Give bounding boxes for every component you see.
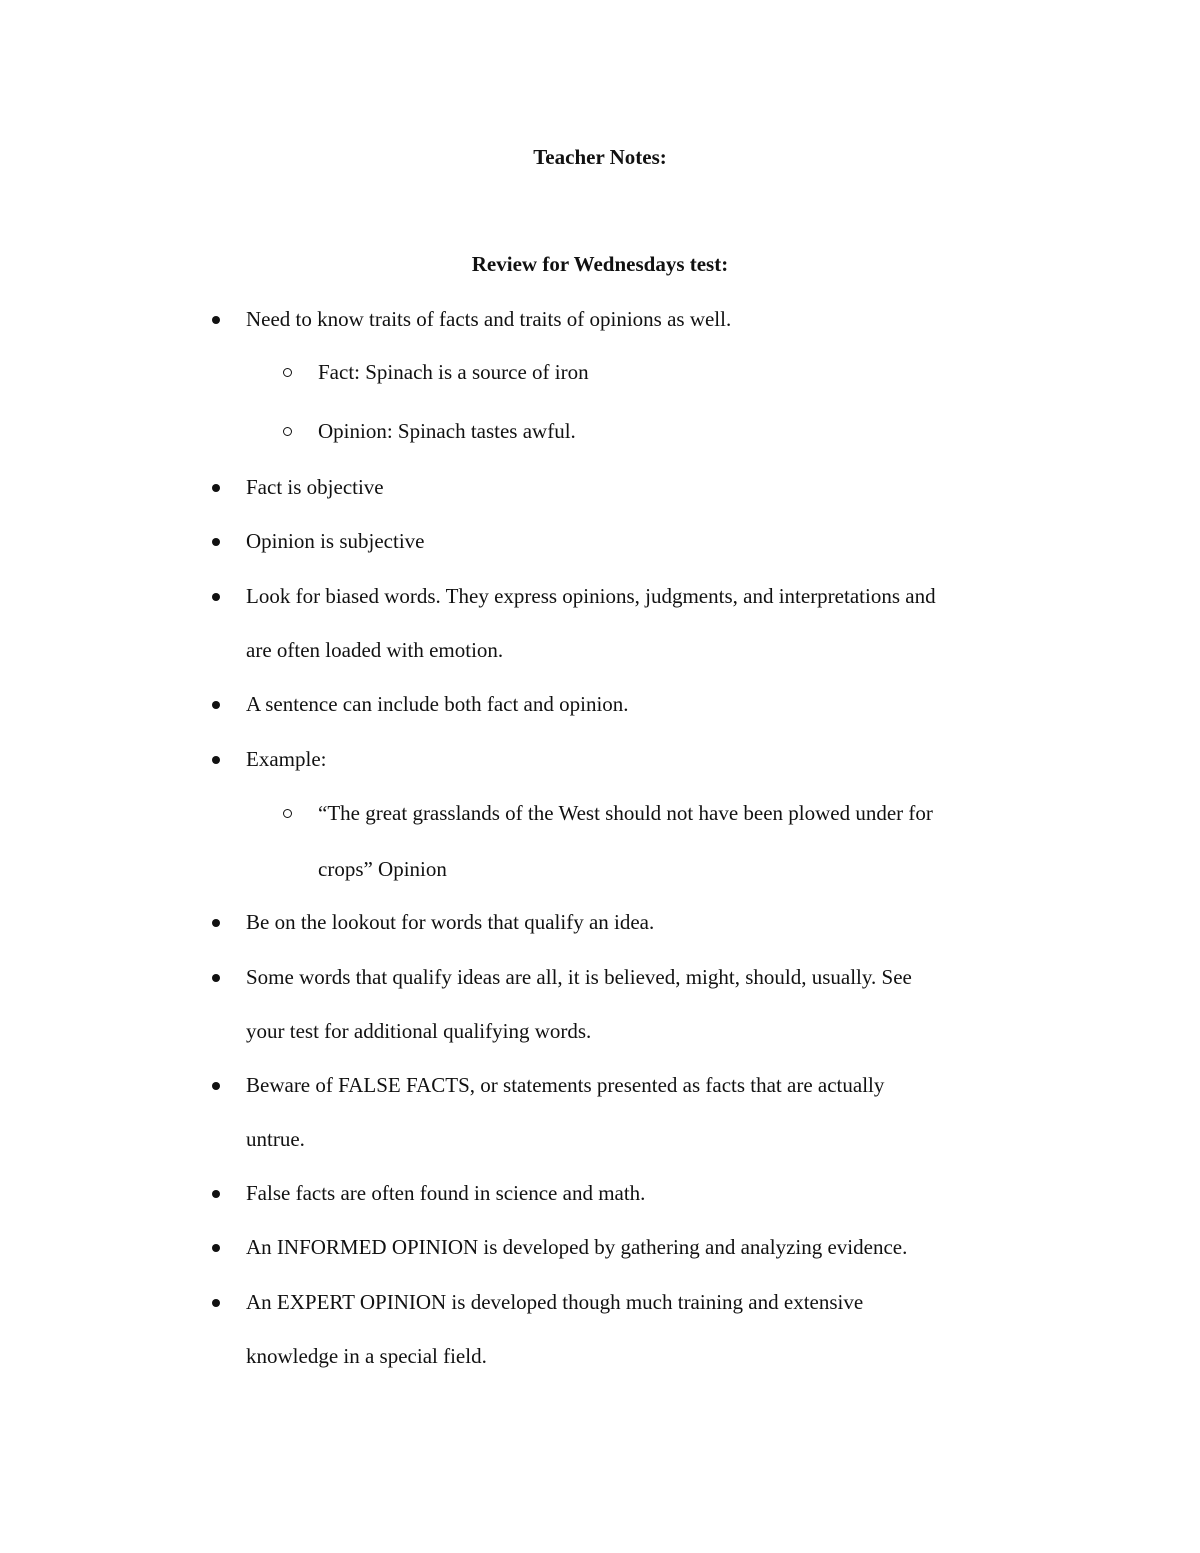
- list-item: False facts are often found in science and math.: [246, 1181, 646, 1205]
- bullet-icon: [212, 1299, 220, 1307]
- sub-list-item: Opinion: Spinach tastes awful.: [318, 419, 576, 443]
- bullet-icon: [212, 756, 220, 764]
- list-item: Opinion is subjective: [246, 529, 425, 553]
- list-item: Look for biased words. They express opinions, judgments, and interpretations and: [246, 584, 936, 608]
- sub-list-item-continuation: crops” Opinion: [318, 857, 447, 881]
- bullet-icon: [212, 1190, 220, 1198]
- sub-bullet-icon: [283, 368, 292, 377]
- bullet-icon: [212, 316, 220, 324]
- sub-bullet-icon: [283, 809, 292, 818]
- list-item: Example:: [246, 747, 327, 771]
- list-item: Need to know traits of facts and traits of opinions as well.: [246, 307, 732, 331]
- list-item: A sentence can include both fact and opinion.: [246, 692, 629, 716]
- bullet-icon: [212, 538, 220, 546]
- list-item: Beware of FALSE FACTS, or statements presented as facts that are actually: [246, 1073, 885, 1097]
- sub-list-item: Fact: Spinach is a source of iron: [318, 360, 589, 384]
- bullet-icon: [212, 919, 220, 927]
- bullet-icon: [212, 701, 220, 709]
- sub-list-item: “The great grasslands of the West should not have been plowed under for: [318, 801, 933, 825]
- list-item: Fact is objective: [246, 475, 384, 499]
- list-item-continuation: knowledge in a special field.: [246, 1344, 487, 1368]
- sub-bullet-icon: [283, 427, 292, 436]
- list-item-continuation: your test for additional qualifying words.: [246, 1019, 592, 1043]
- bullet-icon: [212, 974, 220, 982]
- list-item: Be on the lookout for words that qualify an idea.: [246, 910, 655, 934]
- bullet-icon: [212, 1082, 220, 1090]
- list-item-continuation: untrue.: [246, 1127, 305, 1151]
- list-item: An EXPERT OPINION is developed though much training and extensive: [246, 1290, 864, 1314]
- list-item: An INFORMED OPINION is developed by gathering and analyzing evidence.: [246, 1235, 908, 1259]
- bullet-icon: [212, 1244, 220, 1252]
- list-item: Some words that qualify ideas are all, it is believed, might, should, usually. See: [246, 965, 912, 989]
- list-item-continuation: are often loaded with emotion.: [246, 638, 504, 662]
- section-title: Review for Wednesdays test:: [471, 252, 729, 276]
- bullet-icon: [212, 593, 220, 601]
- bullet-icon: [212, 484, 220, 492]
- document-title: Teacher Notes:: [533, 145, 667, 169]
